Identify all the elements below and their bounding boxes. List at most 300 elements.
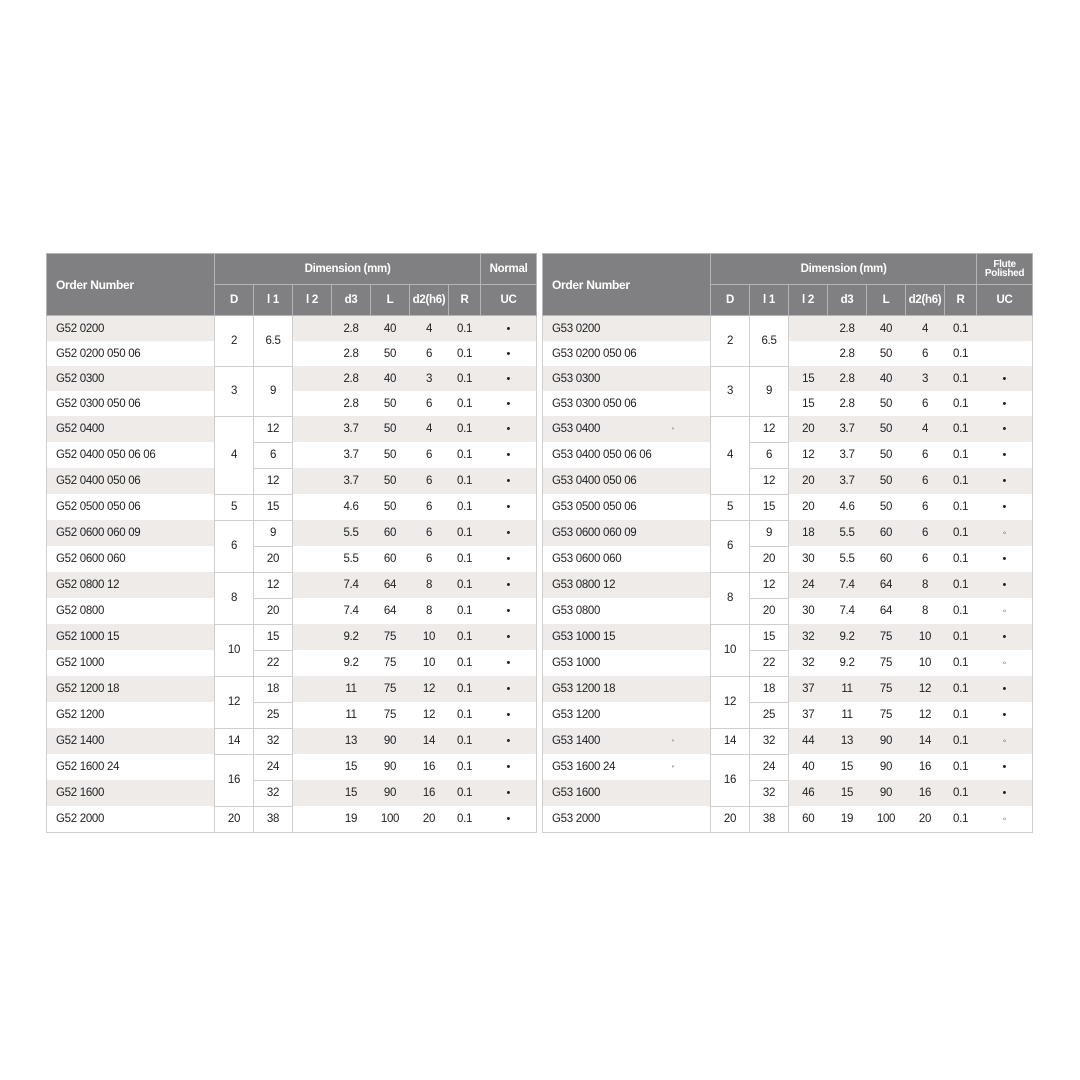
l2-cell: 15 <box>789 391 828 416</box>
order-number-cell <box>47 494 215 520</box>
uc-cell <box>481 624 537 650</box>
uc-availability-mark: • <box>506 579 511 591</box>
d3-cell: 3.7 <box>828 416 867 442</box>
length-cell: 75 <box>371 702 410 728</box>
l1-cell: 15 <box>254 494 293 520</box>
l2-cell: 24 <box>789 572 828 598</box>
radius-cell: 0.1 <box>945 780 977 806</box>
diameter-cell: 14 <box>711 728 750 754</box>
order-number-cell <box>543 341 711 366</box>
order-number-cell <box>543 728 711 754</box>
diameter-cell: 4 <box>711 416 750 494</box>
order-number-text: G53 0400 <box>552 423 601 435</box>
l1-cell: 6 <box>254 442 293 468</box>
uc-availability-mark: • <box>1002 501 1007 513</box>
uc-cell <box>977 780 1033 806</box>
table-row <box>47 598 537 624</box>
radius-cell: 0.1 <box>449 728 481 754</box>
order-number-text: G52 0800 <box>56 605 105 617</box>
uc-cell <box>977 341 1033 366</box>
length-cell: 40 <box>371 366 410 391</box>
order-number-cell <box>543 650 711 676</box>
order-number-text: G52 0300 <box>56 372 105 385</box>
radius-cell: 0.1 <box>945 442 977 468</box>
length-cell: 40 <box>867 366 906 391</box>
table-row <box>543 546 1033 572</box>
order-number-text: G53 0400 050 06 <box>552 475 637 487</box>
col-length-header: L <box>371 285 410 316</box>
l2-cell <box>293 676 332 702</box>
uc-availability-mark: • <box>1002 553 1007 565</box>
l2-cell: 32 <box>789 650 828 676</box>
uc-availability-mark: • <box>506 657 511 669</box>
uc-cell <box>481 341 537 366</box>
uc-availability-mark: • <box>506 475 511 487</box>
radius-cell: 0.1 <box>449 468 481 494</box>
diameter-cell: 8 <box>711 572 750 624</box>
diameter-cell: 6 <box>215 520 254 572</box>
uc-availability-mark: • <box>506 527 511 539</box>
d2-cell: 4 <box>410 416 449 442</box>
order-number-cell <box>543 780 711 806</box>
radius-cell: 0.1 <box>945 624 977 650</box>
d2-cell: 16 <box>410 780 449 806</box>
l2-cell <box>293 316 332 342</box>
col-d-header: D <box>711 285 750 316</box>
order-number-cell <box>543 702 711 728</box>
d2-cell: 6 <box>410 520 449 546</box>
l1-cell: 22 <box>254 650 293 676</box>
uc-availability-mark: • <box>1002 761 1007 773</box>
l1-cell: 20 <box>254 598 293 624</box>
diameter-cell: 8 <box>215 572 254 624</box>
table-row <box>47 702 537 728</box>
l2-cell <box>789 316 828 342</box>
order-number-text: G52 0600 060 09 <box>56 527 141 539</box>
diameter-cell: 20 <box>215 806 254 832</box>
length-cell: 50 <box>371 341 410 366</box>
d2-cell: 12 <box>410 702 449 728</box>
order-number-text: G52 0400 050 06 <box>56 475 141 487</box>
order-number-text: G53 0200 050 06 <box>552 347 637 360</box>
d2-cell: 6 <box>410 468 449 494</box>
d2-cell: 6 <box>906 520 945 546</box>
l1-cell: 24 <box>750 754 789 780</box>
uc-cell <box>977 520 1033 546</box>
order-number-text: G53 0500 050 06 <box>552 501 637 513</box>
l1-cell: 22 <box>750 650 789 676</box>
d2-cell: 3 <box>410 366 449 391</box>
radius-cell: 0.1 <box>945 341 977 366</box>
table-row <box>543 442 1033 468</box>
l1-cell: 32 <box>254 728 293 754</box>
d2-cell: 3 <box>906 366 945 391</box>
l1-cell: 9 <box>750 366 789 416</box>
length-cell: 90 <box>371 754 410 780</box>
d2-cell: 16 <box>906 780 945 806</box>
order-number-cell <box>47 366 215 391</box>
order-number-text: G52 1200 <box>56 709 105 721</box>
col-d2-header: d2(h6) <box>906 285 945 316</box>
dimension-header: Dimension (mm) <box>215 254 481 285</box>
order-number-text: G52 0200 <box>56 322 105 335</box>
radius-cell: 0.1 <box>449 806 481 832</box>
radius-cell: 0.1 <box>945 494 977 520</box>
radius-cell: 0.1 <box>945 391 977 416</box>
order-number-text: G52 0400 050 06 06 <box>56 449 156 461</box>
l2-cell <box>293 780 332 806</box>
order-number-cell <box>47 468 215 494</box>
uc-availability-mark: • <box>506 787 511 799</box>
order-number-cell <box>47 754 215 780</box>
table-row <box>47 341 537 366</box>
length-cell: 90 <box>371 728 410 754</box>
diameter-cell: 3 <box>215 366 254 416</box>
d2-cell: 8 <box>410 598 449 624</box>
uc-cell <box>977 442 1033 468</box>
d2-cell: 4 <box>906 416 945 442</box>
uc-cell <box>977 546 1033 572</box>
uc-cell <box>481 316 537 342</box>
order-number-text: G53 1000 <box>552 657 601 669</box>
d3-cell: 19 <box>332 806 371 832</box>
order-number-text: G52 2000 <box>56 812 105 825</box>
uc-cell <box>481 780 537 806</box>
table-row <box>543 416 1033 442</box>
order-number-cell <box>543 468 711 494</box>
length-cell: 50 <box>371 468 410 494</box>
order-number-cell <box>47 624 215 650</box>
order-number-cell <box>543 676 711 702</box>
d3-cell: 15 <box>828 754 867 780</box>
l2-cell: 18 <box>789 520 828 546</box>
diameter-cell: 3 <box>711 366 750 416</box>
d3-cell: 3.7 <box>332 468 371 494</box>
l2-cell: 60 <box>789 806 828 832</box>
order-number-cell <box>543 494 711 520</box>
radius-cell: 0.1 <box>945 468 977 494</box>
d3-cell: 19 <box>828 806 867 832</box>
uc-cell <box>481 366 537 391</box>
table-row <box>543 754 1033 780</box>
length-cell: 100 <box>371 806 410 832</box>
d3-cell: 13 <box>828 728 867 754</box>
d3-cell: 9.2 <box>332 650 371 676</box>
col-length-header: L <box>867 285 906 316</box>
order-number-text: G52 0300 050 06 <box>56 397 141 410</box>
order-number-cell <box>543 520 711 546</box>
l2-cell: 40 <box>789 754 828 780</box>
d3-cell: 7.4 <box>332 598 371 624</box>
uc-cell <box>977 468 1033 494</box>
uc-availability-mark: • <box>506 631 511 643</box>
order-number-cell <box>47 676 215 702</box>
d2-cell: 10 <box>410 624 449 650</box>
l1-cell: 32 <box>750 780 789 806</box>
l2-cell <box>293 728 332 754</box>
length-cell: 90 <box>867 754 906 780</box>
uc-availability-mark: ◦ <box>1002 658 1006 669</box>
l1-cell: 18 <box>750 676 789 702</box>
d2-cell: 6 <box>410 442 449 468</box>
l1-cell: 12 <box>254 468 293 494</box>
l2-cell: 15 <box>789 366 828 391</box>
uc-cell <box>481 754 537 780</box>
length-cell: 50 <box>867 494 906 520</box>
uc-availability-mark: • <box>1002 683 1007 695</box>
uc-availability-mark: • <box>506 709 511 721</box>
length-cell: 75 <box>867 702 906 728</box>
order-number-text: G52 0200 050 06 <box>56 347 141 360</box>
l2-cell <box>293 341 332 366</box>
uc-availability-mark: • <box>1002 475 1007 487</box>
length-cell: 60 <box>867 546 906 572</box>
order-number-cell <box>543 624 711 650</box>
d2-cell: 6 <box>410 391 449 416</box>
order-number-cell <box>543 572 711 598</box>
d3-cell: 15 <box>332 780 371 806</box>
order-number-cell <box>543 391 711 416</box>
uc-availability-mark: • <box>506 322 511 335</box>
availability-marker: • <box>671 736 674 745</box>
length-cell: 90 <box>867 728 906 754</box>
radius-cell: 0.1 <box>945 572 977 598</box>
l2-cell <box>293 442 332 468</box>
d3-cell: 5.5 <box>332 520 371 546</box>
length-cell: 50 <box>867 468 906 494</box>
col-d3-header: d3 <box>828 285 867 316</box>
d3-cell: 5.5 <box>828 546 867 572</box>
l1-cell: 20 <box>254 546 293 572</box>
d3-cell: 2.8 <box>332 316 371 342</box>
uc-cell <box>481 546 537 572</box>
d3-cell: 2.8 <box>828 341 867 366</box>
table-row <box>543 468 1033 494</box>
d3-cell: 2.8 <box>332 341 371 366</box>
order-number-text: G52 0500 050 06 <box>56 501 141 513</box>
d3-cell: 3.7 <box>332 416 371 442</box>
l2-cell: 37 <box>789 676 828 702</box>
l2-cell <box>293 391 332 416</box>
radius-cell: 0.1 <box>945 728 977 754</box>
length-cell: 40 <box>867 316 906 342</box>
radius-cell: 0.1 <box>945 650 977 676</box>
length-cell: 64 <box>371 572 410 598</box>
length-cell: 60 <box>867 520 906 546</box>
d2-cell: 10 <box>906 624 945 650</box>
d3-cell: 2.8 <box>332 391 371 416</box>
length-cell: 90 <box>371 780 410 806</box>
d2-cell: 16 <box>906 754 945 780</box>
l2-cell <box>293 624 332 650</box>
uc-availability-mark: • <box>506 683 511 695</box>
uc-cell <box>977 806 1033 832</box>
order-number-text: G52 1200 18 <box>56 683 120 695</box>
d2-cell: 20 <box>410 806 449 832</box>
d2-cell: 6 <box>906 391 945 416</box>
length-cell: 50 <box>371 494 410 520</box>
l2-cell: 30 <box>789 546 828 572</box>
l2-cell <box>293 702 332 728</box>
order-number-text: G53 0200 <box>552 322 601 335</box>
order-number-cell <box>47 416 215 442</box>
table-row <box>543 572 1033 598</box>
table-row <box>543 676 1033 702</box>
col-l1-header: l 1 <box>750 285 789 316</box>
uc-cell <box>481 702 537 728</box>
d2-cell: 12 <box>906 676 945 702</box>
d3-cell: 5.5 <box>332 546 371 572</box>
l1-cell: 38 <box>254 806 293 832</box>
l2-cell <box>293 650 332 676</box>
uc-cell <box>977 316 1033 342</box>
uc-cell <box>481 650 537 676</box>
table-row <box>543 520 1033 546</box>
table-row <box>543 316 1033 342</box>
l1-cell: 20 <box>750 598 789 624</box>
table-row <box>543 366 1033 391</box>
uc-cell <box>977 650 1033 676</box>
length-cell: 75 <box>867 676 906 702</box>
d3-cell: 2.8 <box>332 366 371 391</box>
l1-cell: 12 <box>254 416 293 442</box>
uc-availability-mark: • <box>506 372 511 385</box>
d3-cell: 13 <box>332 728 371 754</box>
radius-cell: 0.1 <box>449 780 481 806</box>
l2-cell: 20 <box>789 468 828 494</box>
order-number-text: G53 0400 050 06 06 <box>552 449 652 461</box>
d3-cell: 4.6 <box>828 494 867 520</box>
order-number-text: G52 0400 <box>56 423 105 435</box>
d2-cell: 14 <box>906 728 945 754</box>
order-number-text: G53 1200 18 <box>552 683 616 695</box>
l2-cell <box>293 754 332 780</box>
d2-cell: 8 <box>906 572 945 598</box>
d3-cell: 3.7 <box>332 442 371 468</box>
uc-availability-mark: ◦ <box>1002 813 1006 825</box>
table-row <box>47 780 537 806</box>
radius-cell: 0.1 <box>449 416 481 442</box>
diameter-cell: 5 <box>215 494 254 520</box>
order-number-cell <box>543 442 711 468</box>
d2-cell: 20 <box>906 806 945 832</box>
l2-cell <box>293 806 332 832</box>
radius-cell: 0.1 <box>945 754 977 780</box>
l2-cell <box>293 572 332 598</box>
radius-cell: 0.1 <box>945 520 977 546</box>
uc-availability-mark: • <box>1002 787 1007 799</box>
diameter-cell: 14 <box>215 728 254 754</box>
l2-cell <box>293 520 332 546</box>
diameter-cell: 6 <box>711 520 750 572</box>
uc-cell <box>977 598 1033 624</box>
radius-cell: 0.1 <box>449 391 481 416</box>
finish-header: Normal <box>481 254 537 285</box>
uc-availability-mark: • <box>1002 709 1007 721</box>
order-number-cell <box>47 728 215 754</box>
d3-cell: 11 <box>828 676 867 702</box>
diameter-cell: 10 <box>711 624 750 676</box>
d2-cell: 6 <box>906 341 945 366</box>
d2-cell: 6 <box>410 546 449 572</box>
uc-availability-mark: • <box>506 812 511 825</box>
uc-availability-mark: • <box>1002 397 1007 410</box>
d2-cell: 6 <box>410 494 449 520</box>
length-cell: 64 <box>371 598 410 624</box>
col-d-header: D <box>215 285 254 316</box>
order-number-text: G52 1400 <box>56 735 105 747</box>
radius-cell: 0.1 <box>945 806 977 832</box>
l1-cell: 25 <box>750 702 789 728</box>
order-number-text: G52 1600 <box>56 787 105 799</box>
uc-cell <box>481 676 537 702</box>
table-row <box>47 572 537 598</box>
length-cell: 50 <box>867 341 906 366</box>
order-number-cell <box>47 572 215 598</box>
d3-cell: 3.7 <box>828 468 867 494</box>
d3-cell: 7.4 <box>332 572 371 598</box>
l1-cell: 15 <box>750 494 789 520</box>
radius-cell: 0.1 <box>449 676 481 702</box>
d2-cell: 4 <box>906 316 945 342</box>
radius-cell: 0.1 <box>945 366 977 391</box>
uc-cell <box>481 391 537 416</box>
table-row <box>47 442 537 468</box>
l1-cell: 15 <box>254 624 293 650</box>
order-number-text: G52 1000 15 <box>56 631 120 643</box>
radius-cell: 0.1 <box>449 598 481 624</box>
l1-cell: 9 <box>254 366 293 416</box>
table-row <box>543 598 1033 624</box>
uc-availability-mark: • <box>506 347 511 360</box>
length-cell: 50 <box>867 442 906 468</box>
order-number-cell <box>543 366 711 391</box>
length-cell: 50 <box>371 391 410 416</box>
uc-availability-mark: • <box>506 735 511 747</box>
uc-availability-mark: ◦ <box>1002 736 1006 747</box>
l1-cell: 32 <box>254 780 293 806</box>
table-row <box>543 728 1033 754</box>
radius-cell: 0.1 <box>449 754 481 780</box>
table-row <box>47 676 537 702</box>
uc-availability-mark: • <box>1002 372 1007 385</box>
table-row <box>543 780 1033 806</box>
radius-cell: 0.1 <box>449 494 481 520</box>
diameter-cell: 5 <box>711 494 750 520</box>
uc-cell <box>977 416 1033 442</box>
l2-cell <box>293 546 332 572</box>
diameter-cell: 20 <box>711 806 750 832</box>
l2-cell <box>293 468 332 494</box>
order-number-text: G53 1000 15 <box>552 631 616 643</box>
d3-cell: 15 <box>332 754 371 780</box>
l2-cell <box>293 494 332 520</box>
order-number-cell <box>543 546 711 572</box>
order-number-cell <box>543 416 711 442</box>
d3-cell: 2.8 <box>828 366 867 391</box>
uc-availability-mark: • <box>1002 631 1007 643</box>
order-number-cell <box>47 442 215 468</box>
dimension-header: Dimension (mm) <box>711 254 977 285</box>
radius-cell: 0.1 <box>449 702 481 728</box>
table-row <box>543 341 1033 366</box>
uc-cell <box>481 442 537 468</box>
l1-cell: 38 <box>750 806 789 832</box>
uc-cell <box>977 391 1033 416</box>
col-d2-header: d2(h6) <box>410 285 449 316</box>
order-number-cell <box>543 316 711 342</box>
order-number-cell <box>543 754 711 780</box>
